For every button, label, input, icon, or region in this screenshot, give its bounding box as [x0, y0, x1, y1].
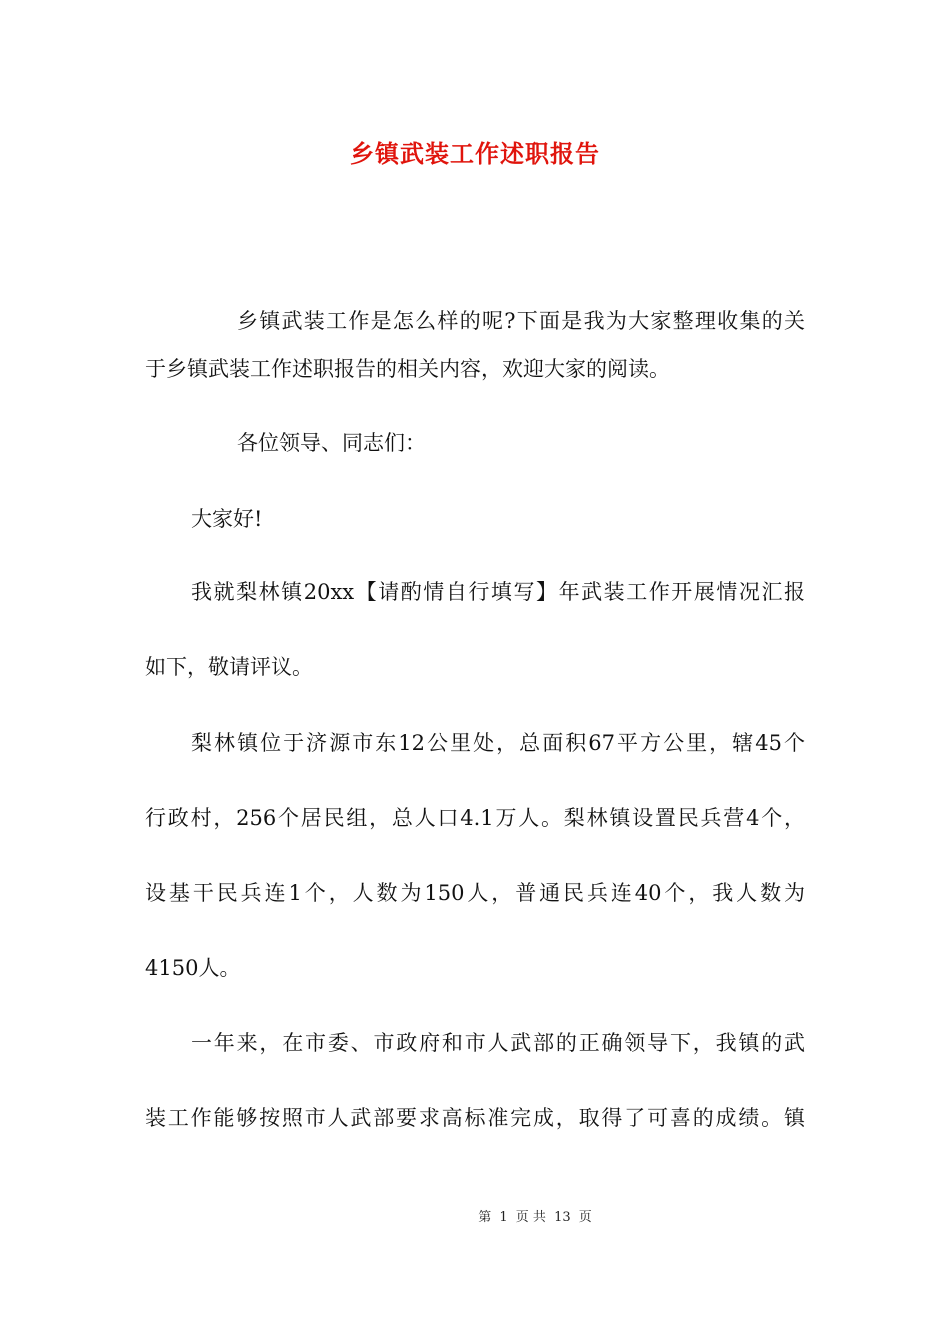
footer-prefix: 第	[478, 1210, 492, 1225]
page-title: 乡镇武装工作述职报告	[350, 139, 600, 168]
paragraph-line: 如下，敬请评议。	[145, 655, 313, 679]
page-footer	[0, 1208, 950, 1228]
paragraph-line: 一年来，在市委、市政府和市人武部的正确领导下，我镇的武	[191, 1031, 805, 1055]
salutation: 各位领导、同志们：	[237, 431, 426, 455]
greeting: 大家好!	[191, 507, 263, 531]
footer-total-pages: 13	[554, 1210, 571, 1225]
paragraph-line: 装工作能够按照市人武部要求高标准完成，取得了可喜的成绩。镇	[145, 1106, 805, 1130]
footer-page-number: 1	[499, 1210, 508, 1225]
paragraph-line: 设基干民兵连1个，人数为150人，普通民兵连40个，我人数为	[145, 881, 805, 905]
footer-middle: 页 共	[515, 1210, 546, 1225]
paragraph-line: 于乡镇武装工作述职报告的相关内容，欢迎大家的阅读。	[145, 357, 670, 381]
paragraph-line: 4150人。	[145, 956, 241, 980]
footer-suffix: 页	[578, 1210, 592, 1225]
paragraph-line: 行政村，256个居民组，总人口4.1万人。梨林镇设置民兵营4个，	[145, 806, 805, 830]
paragraph-line: 乡镇武装工作是怎么样的呢?下面是我为大家整理收集的关	[237, 309, 805, 333]
paragraph-line: 梨林镇位于济源市东12公里处，总面积67平方公里，辖45个	[191, 731, 805, 755]
paragraph-line: 我就梨林镇20xx【请酌情自行填写】年武装工作开展情况汇报	[191, 580, 805, 604]
